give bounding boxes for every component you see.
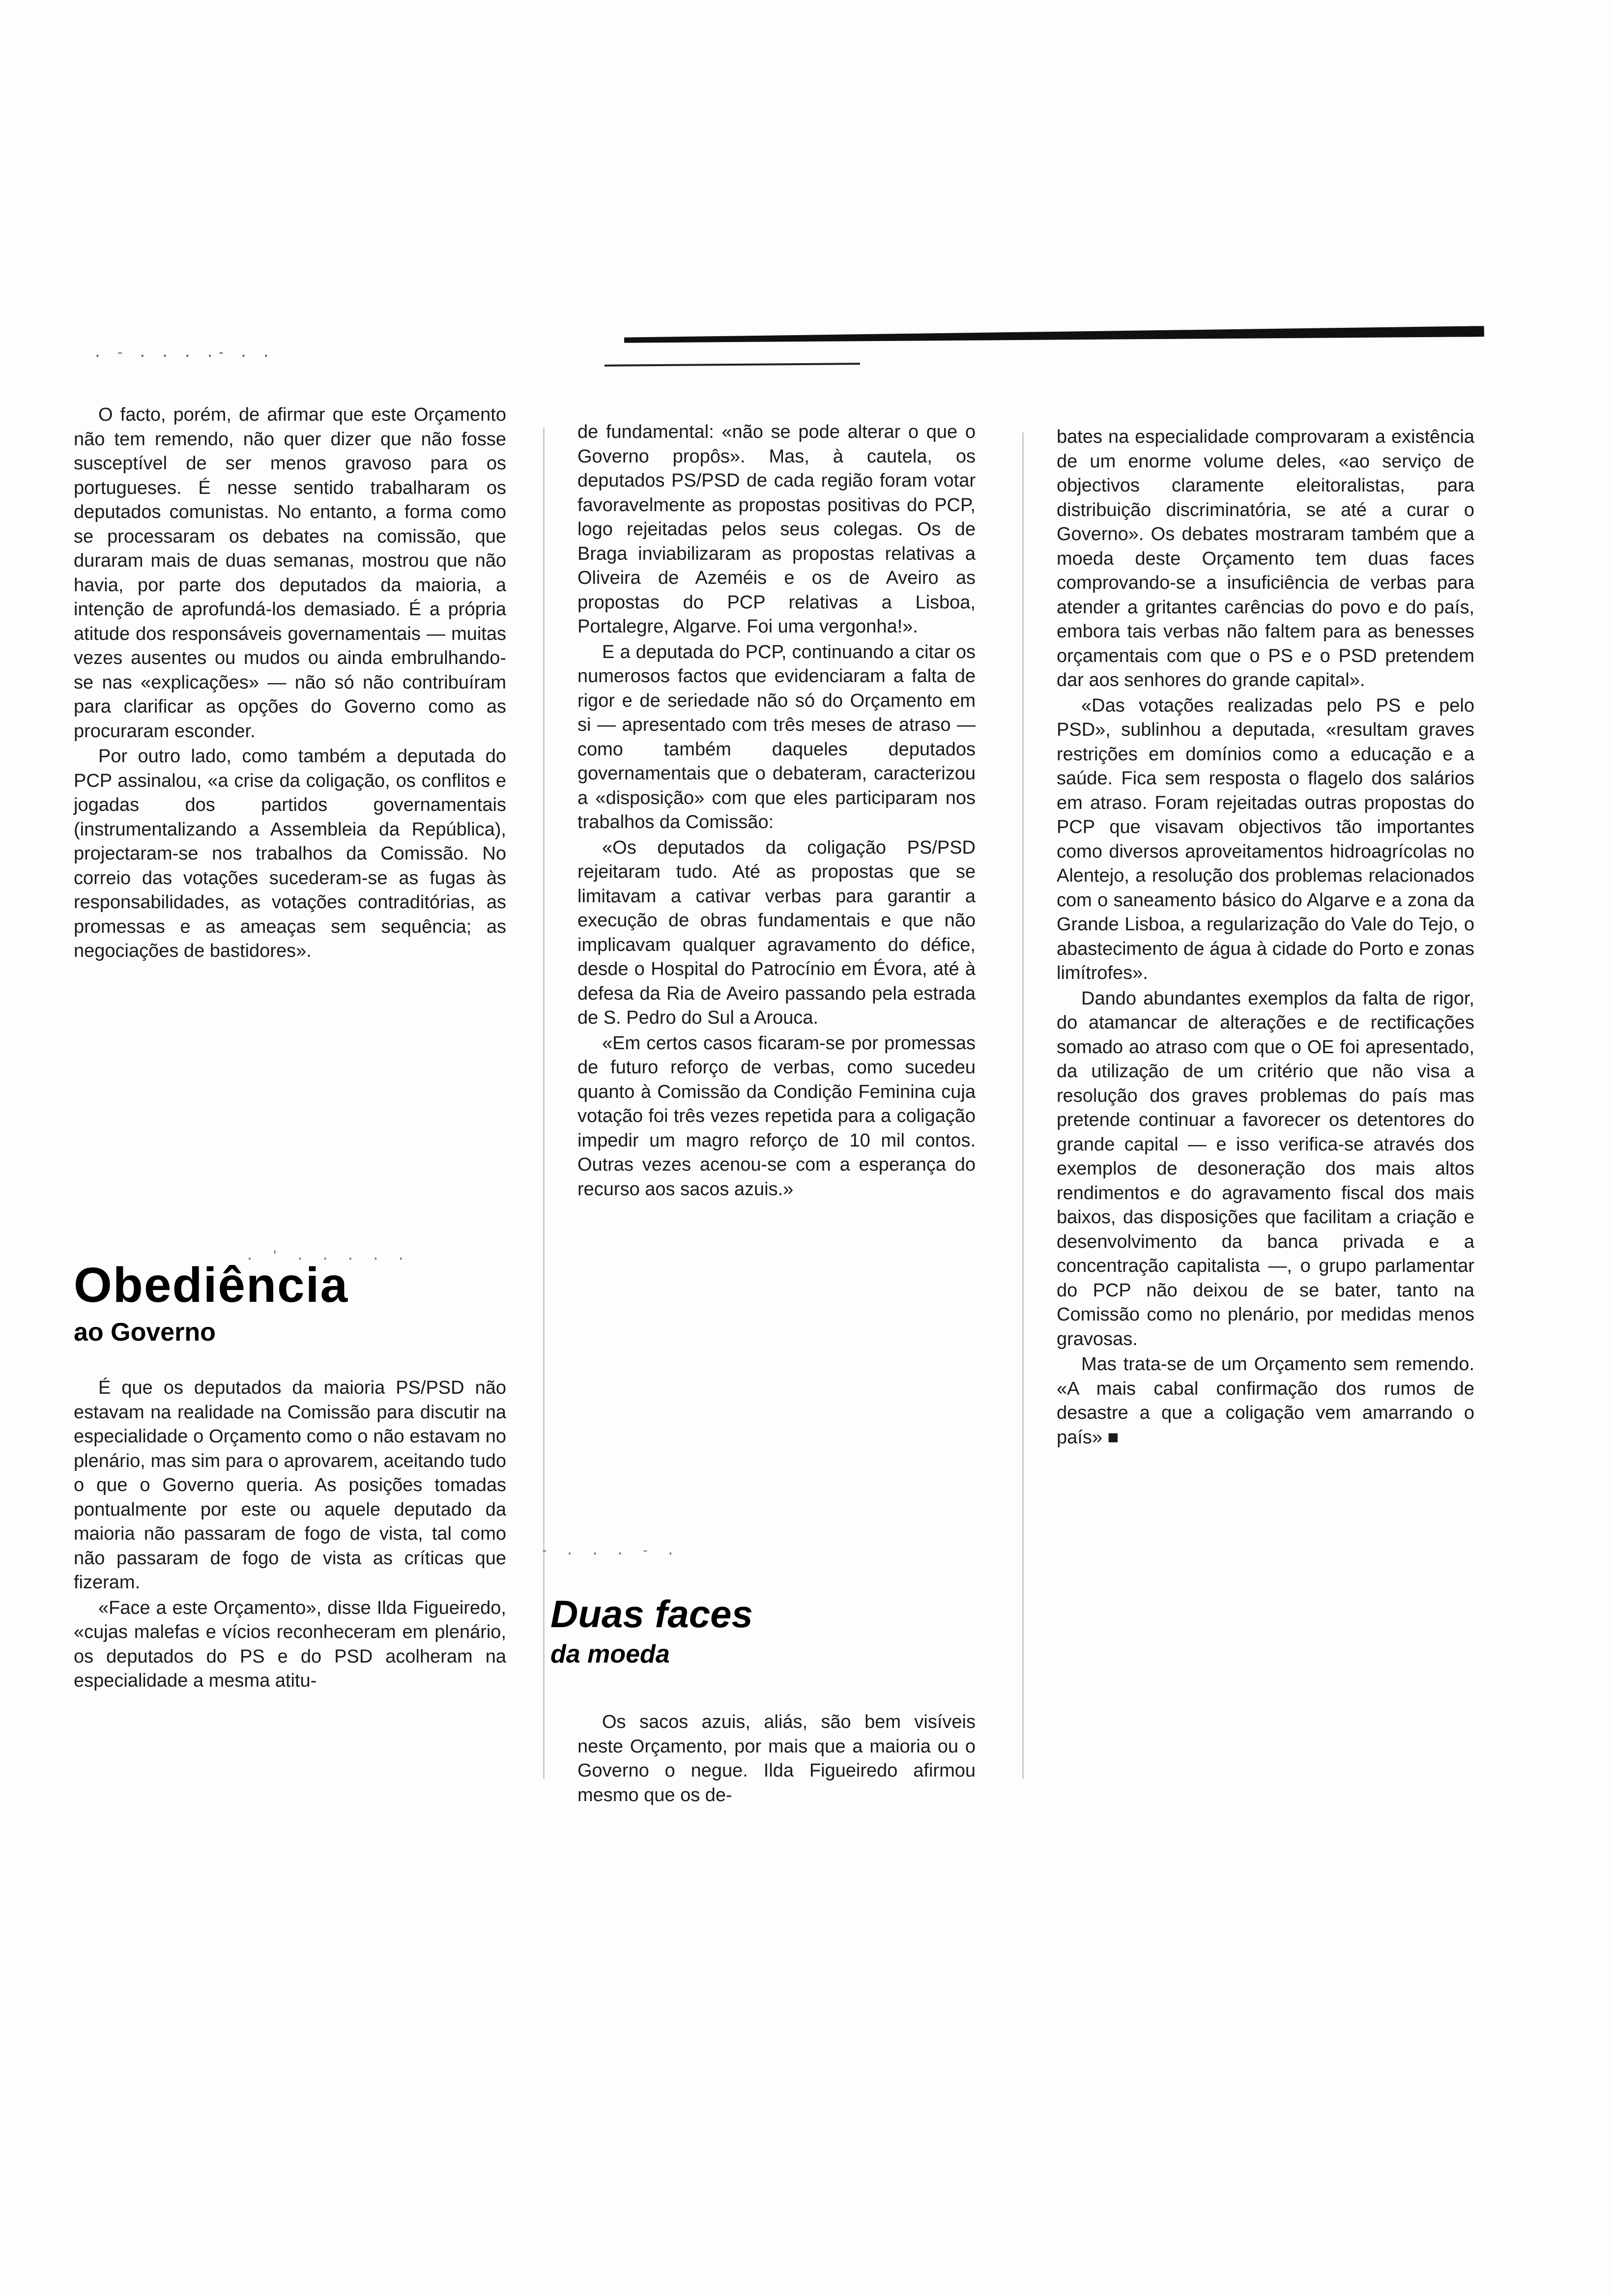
print-specks: . - . . . .- . . — [93, 344, 273, 360]
col1-paragraph-3: É que os deputados da maioria PS/PSD não estavam na realidade na Comissão para discutir na especialidade o Orçamento como o não estavam no plenário, mas sim para o aprovarem, aceitando tudo o que o Governo queria. As posições tomadas pontualmente por este ou aquele deputado da maioria não passaram de fogo de vista, tal como não passaram de fogo de vista as críticas que fizeram. — [74, 1378, 506, 1593]
subheading-ao-governo: ao Governo — [74, 1318, 216, 1347]
subheading-da-moeda: da moeda — [550, 1640, 670, 1668]
col3-paragraph-4 — [1057, 1352, 1474, 1450]
article-column-1-continued — [74, 1376, 506, 1694]
col1-paragraph-2: Por outro lado, como também a deputada do PCP assinalou, «a crise da coligação, os conflitos e jogadas dos partidos governamentais (instrumentalizando a Assembleia da República), projectaram-se nos trabalhos da Comissão. No correio das votações sucederam-se as fugas às responsabilidades, as votações contraditórias, as promessas e as ameaças sem sequência; as negociações de bastidores». — [74, 746, 506, 961]
header-rule-bar — [624, 326, 1484, 345]
col2-paragraph-1: de fundamental: «não se pode alterar o que o Governo propôs». Mas, à cautela, os deputados PS/PSD de cada região foram votar favoravelmente as propostas positivas do PCP, logo rejeitadas pelos seus colegas. Os de Braga inviabilizaram as propostas relativas a Oliveira de Azeméis e os de Aveiro as propostas do PCP relativas a Lisboa, Portalegre, Algarve. Foi uma vergonha!». — [577, 422, 976, 637]
col2-paragraph-3: «Os deputados da coligação PS/PSD rejeitaram tudo. Até as propostas que se limitavam a cativar verbas para garantir a execução de obras fundamentais e que não implicavam qualquer agravamento do défice, desde o Hospital do Patrocínio em Évora, até à defesa da Ria de Aveiro passando pela estrada de S. Pedro do Sul a Arouca. — [577, 837, 976, 1028]
header-rule-thin — [604, 363, 860, 367]
col3-paragraph-2: «Das votações realizadas pelo PS e pelo PSD», sublinhou a deputada, «resultam graves restrições em domínios como a educação e a saúde. Fica sem resposta o flagelo dos salários em atraso. Foram rejeitadas outras propostas do PCP que visavam objectivos tão importantes como diversos aproveitamentos hidroagrícolas no Alentejo, a resolução dos problemas relacionados com o saneamento básico do Algarve e a zona da Grande Lisboa, a regularização do Vale do Tejo, o abastecimento de água à cidade do Porto e zonas limítrofes». — [1057, 695, 1474, 983]
article-column-1 — [74, 403, 506, 965]
article-column-3 — [1057, 425, 1474, 1451]
article-column-2 — [577, 420, 976, 1203]
col3-paragraph-1: bates na especialidade comprovaram a existência de um enorme volume deles, «ao serviço de objectivos claramente eleitoralistas, para distribuição discriminatória, se até a curar o Governo». Os debates mostraram também que a moeda deste Orçamento tem duas faces comprovando-se a insuficiência de verbas para atender a gritantes carências do povo e do país, embora tais verbas não faltem para as benesses orçamentais com que o PS e o PSD pretendem dar aos senhores do grande capital». — [1057, 427, 1474, 690]
print-specks: - . . . - . — [541, 1543, 680, 1558]
col2-paragraph-5: Os sacos azuis, aliás, são bem visíveis neste Orçamento, por mais que a maioria ou o Governo o negue. Ilda Figueiredo afirmou mesmo que os de- — [577, 1712, 976, 1806]
col3-paragraph-4-text: Mas trata-se de um Orçamento sem remendo. «A mais cabal confirmação dos rumos de desastre a que a coligação vem amarrando o país» — [1057, 1354, 1474, 1448]
article-column-2-continued — [577, 1710, 976, 1808]
col2-paragraph-4: «Em certos casos ficaram-se por promessas de futuro reforço de verbas, como sucedeu quanto à Comissão da Condição Feminina cuja votação foi três vezes repetida para a coligação impedir um magro reforço de 10 mil contos. Outras vezes acenou-se com a esperança do recurso aos sacos azuis.» — [577, 1033, 976, 1200]
col1-paragraph-4: «Face a este Orçamento», disse Ilda Figueiredo, «cujas malefas e vícios reconheceram em plenário, os deputados do PS e do PSD acolheram na especialidade a mesma atitu- — [74, 1597, 506, 1691]
subheading-duas-faces: Duas faces — [550, 1592, 753, 1636]
col3-paragraph-3: Dando abundantes exemplos da falta de rigor, do atamancar de alterações e de rectificações somado ao atraso com que o OE foi apresentado, da utilização de um critério que não visa a resolução dos graves problemas do país mas pretende continuar a favorecer os detentores do grande capital — e isso verifica-se através dos exemplos de desoneração dos mais altos rendimentos e do agravamento fiscal dos mais baixos, das disposições que facilitam a criação e desenvolvimento da banca privada e a concentração capitalista —, o grupo parlamentar do PCP não deixou de se bater, tanto na Comissão como no plenário, por medidas menos gravosas. — [1057, 988, 1474, 1349]
column-divider-2 — [1022, 432, 1024, 1779]
column-divider-1 — [543, 428, 545, 1779]
subheading-obediencia: Obediência — [74, 1258, 349, 1313]
col2-paragraph-2: E a deputada do PCP, continuando a citar os numerosos factos que evidenciaram a falta de rigor e de seriedade não só do Orçamento em si — apresentado com três meses de atraso — como também daqueles deputados governamentais que o debateram, caracterizou a «disposição» com que eles participaram nos trabalhos da Comissão: — [577, 641, 976, 832]
col1-paragraph-1: O facto, porém, de afirmar que este Orçamento não tem remendo, não quer dizer que não fosse susceptível de ser menos gravoso para os portugueses. É nesse sentido trabalharam os deputados comunistas. No entanto, a forma como se processaram os debates na comissão, que duraram mais de duas semanas, mostrou que não havia, por parte dos deputados da maioria, a intenção de aprofundá-los demasiado. É a própria atitude dos responsáveis governamentais — muitas vezes ausentes ou mudos ou ainda embrulhando-se nas «explicações» — não só não contribuíram para clarificar as opções do Governo como as procuraram esconder. — [74, 404, 506, 742]
end-of-article-mark: ■ — [1107, 1427, 1119, 1448]
print-specks: . ' . . . . . — [246, 1248, 410, 1263]
